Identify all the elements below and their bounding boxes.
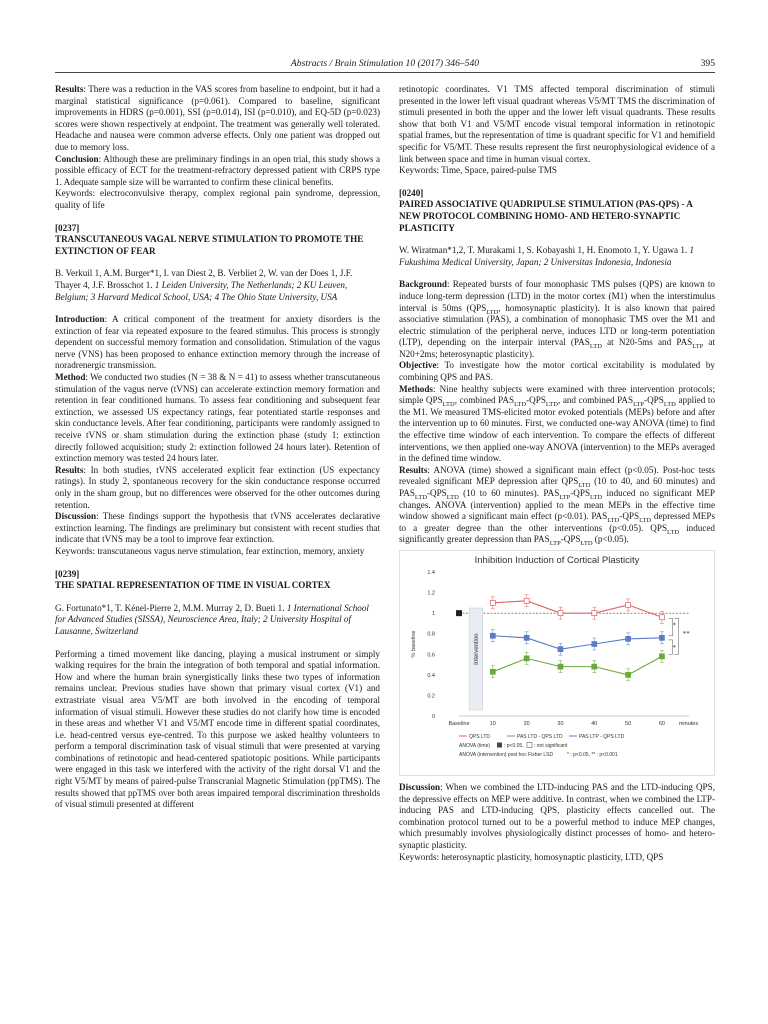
discussion-0240: Discussion: When we combined the LTD-inducing PAS and the LTD-inducing QPS, the depressive effects on MEP were additive. In contrast, when we combined the LTP-inducing PAS and LTD-inducing QPS, plasticity effects cancelled out. The combination protocol turned out to be a powerful method to induce MEP changes, which presumably involves physiologically distinct processes of homo- and hetero-synaptic plasticity. [399, 781, 715, 850]
keywords-0237: Keywords: transcutaneous vagus nerve stimulation, fear extinction, memory, anxiety [55, 545, 365, 556]
y-tick-label: 0.2 [427, 693, 435, 700]
y-tick-label: 1.2 [427, 590, 435, 597]
x-tick-label: 40 [591, 720, 598, 727]
header-rule [55, 72, 715, 73]
journal-citation: Abstracts / Brain Stimulation 10 (2017) 346–540 [290, 58, 480, 69]
right-column [399, 84, 715, 863]
data-point [490, 633, 495, 638]
data-point [524, 635, 529, 640]
y-tick-label: 0 [431, 713, 435, 720]
abstract-id-0237: [0237] [55, 222, 80, 233]
prev-conclusion-label: Conclusion [55, 153, 99, 164]
chart [399, 550, 715, 776]
y-tick-label: 0.4 [427, 672, 435, 679]
sig-marker: * [672, 644, 676, 653]
data-point [659, 635, 664, 640]
data-point [626, 636, 631, 641]
body-0239-continued: retinotopic coordinates. V1 TMS affected temporal discrimination of stimuli presented in the lower left visual quadrant whereas V5/MT TMS the discrimination of stimuli presented in both the upper and the lower left visual quadrants. These results show that both V1 and V5/MT encode visual temporal information in retinotopic spatial frames, but the representation of time is quadrant specific for V1 and hemifield specific for V5/MT. These results represent the first neurophysiological evidence of a link between space and time in human visual cortex. [399, 84, 715, 164]
data-point [659, 615, 664, 620]
intervention-band-label: Intervention [473, 633, 480, 665]
affiliations-0239: 1 International School for Advanced Studies (SISSA), Neuroscience Area, Italy; 2 University Hospital of Lausanne, Switzerland [55, 602, 369, 636]
keywords-0239: Keywords: Time, Space, paired-pulse TMS [399, 165, 557, 176]
legend-entry: PAS LTD - QPS LTD [517, 733, 563, 740]
data-point [626, 672, 631, 677]
data-point [524, 656, 529, 661]
data-point [592, 611, 597, 616]
page-number: 395 [700, 58, 715, 69]
data-point [558, 664, 563, 669]
data-point [490, 669, 495, 674]
chart-title: Inhibition Induction of Cortical Plasticity [474, 554, 640, 566]
abstract-title-0237: TRANSCUTANEOUS VAGAL NERVE STIMULATION TO PROMOTE THE EXTINCTION OF FEAR [55, 234, 364, 256]
objective-0240: Objective: To investigate how the motor cortical excitability is modulated by combining QPS and PAS. [399, 360, 715, 383]
data-point [626, 602, 631, 607]
authors-0239: G. Fortunato*1, T. Kénel-Pierre 2, M.M. Murray 2, D. Bueti 1. 1 International School for Advanced Studies (SISSA), Neuroscience Area, Italy; 2 University Hospital of Lausanne, Switzerland [55, 602, 369, 636]
sig-marker: * [672, 621, 676, 630]
x-tick-label: Baseline [448, 720, 470, 727]
legend-filled-marker [497, 742, 502, 747]
data-point [558, 611, 563, 616]
legend-note: ANOVA (intervention) post hoc Fisher LSD [459, 751, 554, 758]
authors-0240: W. Wiratman*1,2, T. Murakami 1, S. Kobayashi 1, H. Enomoto 1, Y. Ugawa 1. 1 Fukushima Medical University, Japan; 2 Universitas Indonesia, Indonesia [399, 245, 695, 267]
legend-note: ANOVA (time) [459, 742, 491, 749]
x-tick-label: 20 [523, 720, 530, 727]
data-point [592, 641, 597, 646]
legend-open-marker [527, 742, 532, 747]
body-0239: Performing a timed movement like dancing, playing a musical instrument or simply walking requires for the brain the integration of both temporal and spatial information. How and where the human brain synergistically links these two types of information remains unclear. Previous studies have shown that primary visual cortex (V1) and extrastriate visual area V5/MT are both involved in the encoding of temporal information of visual stimuli. However these studies do not clarify how time is encoded in these areas and whether V1 and V5/MT encode time in different spatial coordinates, i.e. head-centred versus eye-centred. To this purpose we asked healthy volunteers to perform a temporal discrimination task of visual stimuli that were presented at varying combinations of retinotopic and head-centered spatiotopic positions. While participants were engaged in this task we interfered with the activity of the right dorsal V1 and the right V5/MT by means of paired-pulse Transcranial Magnetic Stimulation (ppTMS). The results showed that ppTMS over both areas impaired temporal discrimination thresholds of visual stimuli presented at different [55, 648, 380, 810]
x-tick-label: 50 [625, 720, 632, 727]
abstract-title-0239: THE SPATIAL REPRESENTATION OF TIME IN VISUAL CORTEX [55, 580, 331, 591]
abstract-id-0239: [0239] [55, 568, 80, 579]
legend-entry: QPS LTD [469, 733, 491, 740]
abstract-title-0240: PAIRED ASSOCIATIVE QUADRIPULSE STIMULATION (PAS-QPS) - A NEW PROTOCOL COMBINING HOMO- AND HETERO-SYNAPTIC PLASTICITY [399, 199, 693, 233]
prev-results-label: Results [55, 84, 84, 94]
background-0240: Background: Repeated bursts of four monophasic TMS pulses (QPS) are known to induce long-term depression (LTD) in the motor cortex (M1) when the interstimulus interval is 50ms ($QPS_{LTD}$, homosynaptic plasticity). It is also known that paired associative stimulation (PAS), a combination of monophasic TMS over the M1 and electric stimulation of the peripheral nerve, induces LTD or long-term potentiation (LTP), depending on the interpair interval ($PAS_{LTD}$ at N20-5ms and $PAS_{LTP}$ at N20+2ms; heterosynaptic plasticity). [399, 279, 715, 359]
introduction-0237: Introduction: A critical component of the treatment for anxiety disorders is the extinction of fear via repeated exposure to the feared stimulus. This process is strongly dependent on successful memory formation and consolidation. Stimulation of the vagus nerve (VNS) has been proposed to enhance extinction memory through the increase of noradrenergic transmission. [55, 314, 380, 371]
data-point [524, 598, 529, 603]
y-axis-label: % baseline [411, 630, 417, 658]
legend-note: : p<0.05, [504, 742, 524, 749]
x-tick-label: 30 [557, 720, 564, 727]
affiliations-0237: 1 Leiden University, The Netherlands; 2 KU Leuven, Belgium; 3 Harvard Medical School, USA; 4 The Ohio State University, USA [55, 279, 348, 302]
discussion-0237: Discussion: These findings support the hypothesis that tVNS accelerates declarative extinction learning. The findings are preliminary but consistent with recent studies that indicate that tVNS may be a tool to improve fear extinction. [55, 511, 380, 545]
legend-note: : not significant [534, 742, 568, 749]
chart-frame [400, 550, 715, 775]
left-column [55, 84, 380, 811]
figure-cortical-plasticity [399, 550, 715, 776]
keywords-0240: Keywords: heterosynaptic plasticity, homosynaptic plasticity, LTD, QPS [399, 851, 664, 862]
y-tick-label: 0.8 [427, 631, 435, 638]
results-0237: Results: In both studies, tVNS accelerated explicit fear extinction (US expectancy ratings). In study 2, spontaneous recovery for the skin conductance response occurred only in the sham group, but no differences were observed for the other outcomes during retention. [55, 464, 380, 510]
methods-0240: Methods: Nine healthy subjects were examined with three intervention protocols; simple $QPS_{LTD}$, combined $PAS_{LTD}-QPS_{LTD}$, and combined $PAS_{LTP}-QPS_{LTD}$ applied to the M1. We measured TMS-elicited motor evoked potentials (MEPs) before and after the intervention up to 60 minutes. First, we conducted one-way ANOVA (time) to find the effective time window of each intervention. To compare the effects of different interventions, we then applied one-way ANOVA (intervention) to the MEPs averaged in the defined time window. [399, 383, 716, 464]
data-point [558, 647, 563, 652]
legend-entry: PAS LTP - QPS LTD [579, 733, 625, 740]
data-point [659, 654, 664, 659]
y-tick-label: 1 [431, 611, 435, 618]
abstract-id-0240: [0240] [399, 187, 424, 198]
y-tick-label: 1.4 [427, 569, 435, 576]
method-0237: Method: We conducted two studies (N = 38 & N = 41) to assess whether transcutaneous stimulation of the vagus nerve (tVNS) can accelerate extinction memory formation and retention in fear conditioned humans. To assess fear conditioning and subsequent fear extinction, we assessed US expectancy ratings, fear potentiated startle responses and skin conductance levels. After fear conditioning, participants were randomly assigned to receive tVNS or sham stimulation during the extinction phase (study 1: extinction directly followed acquisition; study 2: extinction followed 24 hours later). Retention of extinction memory was tested 24 hours later. [55, 372, 380, 464]
legend-note: * : p<0.05, ** : p<0.001 [567, 751, 618, 758]
data-point [592, 664, 597, 669]
authors-0237: B. Verkuil 1, A.M. Burger*1, I. van Diest 2, B. Verbliet 2, W. van der Does 1, J.F. Thayer 4, J.F. Brosschot 1. 1 Leiden University, The Netherlands; 2 KU Leuven, Belgium; 3 Harvard Medical School, USA; 4 The Ohio State University, USA [55, 268, 353, 302]
baseline-point [456, 610, 462, 616]
results-0240: Results: ANOVA (time) showed a significant main effect (p<0.05). Post-hoc tests revealed significant MEP depression after $QPS_{LTD}$ (10 to 40, and 60 minutes) and $PAS_{LTD}-QPS_{LTD}$ (10 to 60 minutes). $PAS_{LTP}-QPS_{LTD}$ induced no significant MEP changes. ANOVA (intervention) applied to the mean MEPs in the effective time window showed a significant main effect (p<0.01). $PAS_{LTD}-QPS_{LTD}$ depressed MEPs to a greater degree than the other interventions (p<0.05). $QPS_{LTD}$ induced significantly greater depression than $PAS_{LTP}-QPS_{LTD}$ (p<0.05). [399, 464, 716, 548]
sig-marker: ** [682, 629, 690, 638]
y-tick-label: 0.6 [427, 652, 435, 659]
prev-conclusion: Conclusion: Although these are preliminary findings in an open trial, this study shows a possible efficacy of ECT for the treatment-refractory depressed patient with CRPS type 1. Adequate sample size will be warranted to confirm these clinical benefits. [55, 153, 380, 187]
affiliations-0240: 1 Fukushima Medical University, Japan; 2 Universitas Indonesia, Indonesia [399, 245, 695, 267]
x-axis-label: minutes [678, 720, 699, 727]
data-point [490, 600, 495, 605]
prev-results: Results: There was a reduction in the VAS scores from baseline to endpoint, but it had a marginal statistical significance (p=0.061). Compared to baseline, significant improvements in HDRS (p=0.001), SSI (p=0.014), ISI (p=0.010), and EQ-5D (p=0.023) scores were shown respectively at endpoint. The treatment was generally well tolerated. Headache and nausea were common adverse effects. Only one patient was dropped out due to memory loss. [55, 84, 380, 152]
x-tick-label: 60 [658, 720, 666, 727]
prev-keywords: Keywords: electroconvulsive therapy, complex regional pain syndrome, depression, quality of life [55, 188, 380, 210]
x-tick-label: 10 [489, 720, 496, 727]
